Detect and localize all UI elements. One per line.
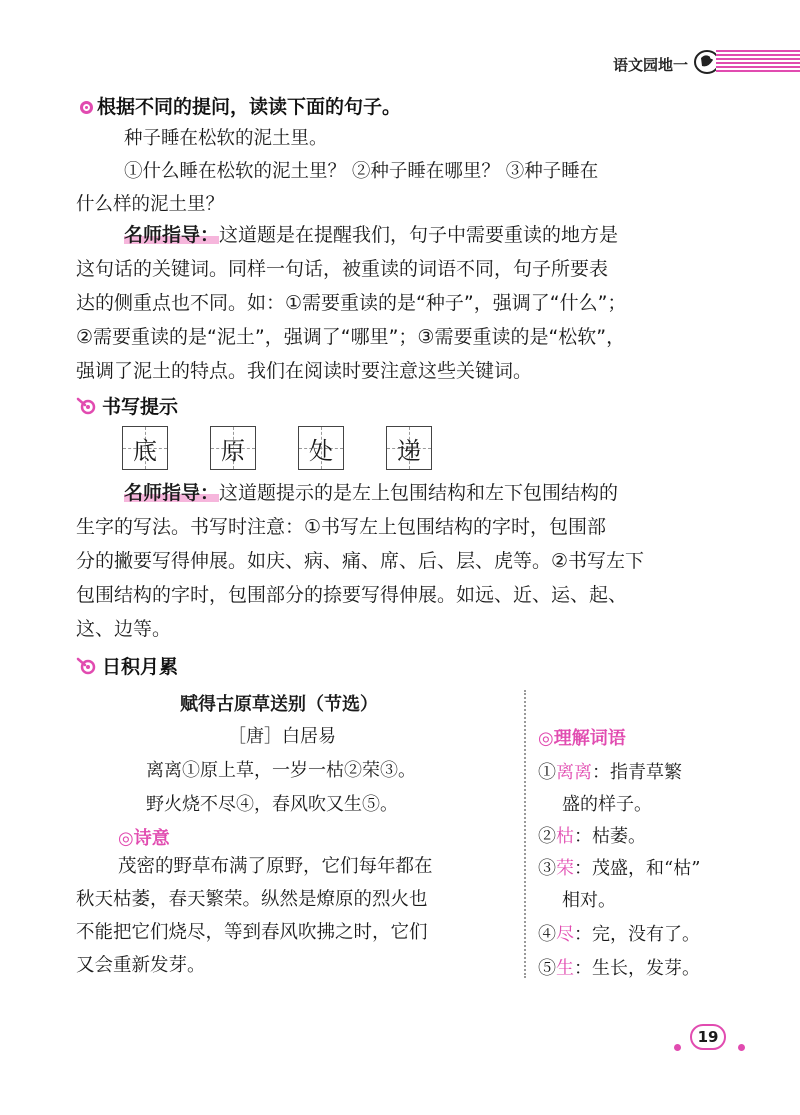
pin-bullet-icon — [76, 656, 96, 676]
section1-heading: 根据不同的提问，读读下面的句子。 — [80, 92, 401, 119]
page-dot-left — [674, 1044, 681, 1051]
vocab-item-4: ④尽：完，没有了。 — [538, 924, 700, 945]
vocab-item-3-cont: 相对。 — [562, 890, 616, 911]
vocab-item-5: ⑤生：生长，发芽。 — [538, 958, 700, 979]
poem-meaning: 茂密的野草布满了原野，它们每年都在 秋天枯萎，春天繁荣。纵然是燎原的烈火也 不能把它们烧尽，等到春风吹拂之时，它们 又会重新发芽。 — [76, 856, 433, 976]
column-divider — [524, 690, 526, 978]
poem-author: ［唐］白居易 — [228, 726, 336, 747]
section1-guide: 名师指导：这道题是在提醒我们，句子中需要重读的地方是 这句话的关键词。同样一句话，被重读的词语不同，句子所要表 达的侧重点也不同。如：①需要重读的是“种子”，强调了“什么”； ②需要重读的是“泥土”，强调了“哪里”；③需要重读的是“松软”， 强调了泥土的特点。我们在阅读时要注意这些关键词。 — [76, 224, 627, 382]
header-title: 语文园地一 — [612, 56, 688, 74]
header-stripe-bar — [716, 50, 800, 74]
poem-line-2: 野火烧不尽④，春风吹又生⑤。 — [146, 794, 398, 815]
example-sentence: 种子睡在松软的泥土里。 — [124, 128, 328, 149]
page-number: 19 — [690, 1024, 726, 1050]
circle-bullet-icon — [80, 101, 93, 114]
section2-heading: 书写提示 — [76, 392, 178, 419]
vocab-item-1-cont: 盛的样子。 — [562, 794, 652, 815]
questions-line-1: ①什么睡在松软的泥土里？ ②种子睡在哪里？ ③种子睡在 — [124, 161, 599, 182]
section3-heading: 日积月累 — [76, 652, 178, 679]
vocab-item-1: ①离离：指青草繁 — [538, 762, 682, 783]
questions-line-2: 什么样的泥土里？ — [76, 194, 225, 215]
writing-box-2: 原 — [210, 426, 256, 470]
teacher-guide-label: 名师指导： — [124, 482, 220, 504]
vocab-heading: ◎理解词语 — [538, 728, 626, 749]
writing-box-4: 递 — [386, 426, 432, 470]
pin-bullet-icon — [76, 396, 96, 416]
page-dot-right — [738, 1044, 745, 1051]
teacher-guide-label: 名师指导： — [124, 224, 220, 246]
section2-guide: 名师指导：这道题提示的是左上包围结构和左下包围结构的 生字的写法。书写时注意：①书写左上包围结构的字时，包围部 分的撇要写得伸展。如庆、病、痛、席、后、层、虎等。②书写左下 包围结构的字时，包围部分的捺要写得伸展。如远、近、运、起、 这、边等。 — [76, 482, 645, 640]
vocab-item-3: ③荣：茂盛，和“枯” — [538, 858, 701, 879]
poem-line-1: 离离①原上草，一岁一枯②荣③。 — [146, 760, 416, 781]
vocab-item-2: ②枯：枯萎。 — [538, 826, 646, 847]
writing-box-3: 处 — [298, 426, 344, 470]
poem-title: 赋得古原草送别（节选） — [180, 694, 378, 715]
poem-meaning-label: ◎诗意 — [118, 828, 170, 849]
writing-box-1: 底 — [122, 426, 168, 470]
